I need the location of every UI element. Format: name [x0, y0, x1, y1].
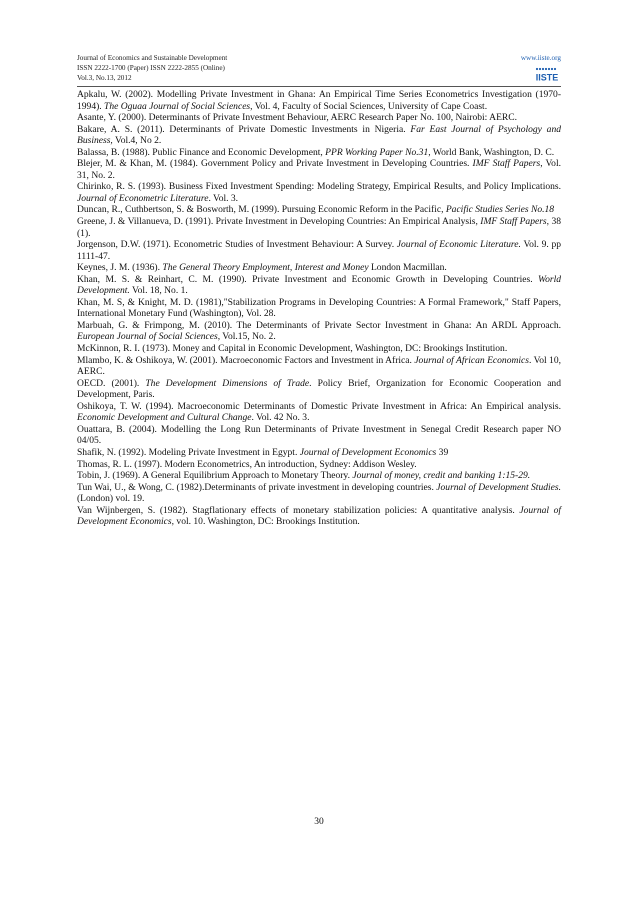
page-header: [77, 53, 561, 85]
reference-details: . Policy Brief, Organization for Economic Cooperation and Development, Paris.: [77, 377, 561, 401]
reference-details: Vol. 9. pp 1111-47.: [77, 239, 561, 262]
reference-entry: [77, 482, 561, 505]
reference-source: Journal of Econometric Literature: [77, 192, 209, 204]
reference-text: Chirinko, R. S. (1993). Business Fixed Investment Spending: Modeling Strategy, Empirical Results, and Policy Implications.: [77, 181, 561, 193]
reference-details: Vol.4, No 2.: [112, 135, 162, 147]
journal-volume: Vol.3, No.13, 2012: [77, 74, 132, 82]
reference-text: Jorgenson, D.W. (1971). Econometric Studies of Investment Behaviour: A Survey.: [77, 239, 397, 251]
reference-text: OECD. (2001).: [77, 377, 146, 389]
reference-text: Apkalu, W. (2002). Modelling Private Investment in Ghana: An Empirical Time Series Econometrics Investigation (1970-1994).: [77, 89, 561, 112]
reference-entry: [77, 378, 561, 401]
reference-entry: [77, 112, 561, 124]
iiste-logo: [534, 66, 560, 83]
reference-entry: [77, 470, 561, 482]
reference-text: Tun Wai, U., & Wong, C. (1982).Determinants of private investment in developing countries.: [77, 481, 437, 493]
reference-text: Marbuah, G. & Frimpong, M. (2010). The Determinants of Private Sector Investment in Ghana: An ARDL Approach.: [77, 319, 561, 331]
reference-text: McKinnon, R. I. (1973). Money and Capital in Economic Development, Washington, DC: Brookings Institution.: [77, 343, 508, 355]
reference-text: Ouattara, B. (2004). Modelling the Long Run Determinants of Private Investment in Senegal Credit Research paper NO 04/05.: [77, 423, 561, 447]
reference-details: . Vol. 42 No. 3.: [251, 412, 310, 424]
reference-details: . Vol. 3.: [208, 192, 239, 204]
reference-entry: [77, 355, 561, 378]
reference-source: Journal of money, credit and banking 1:15-29.: [352, 470, 531, 482]
reference-entry: [77, 424, 561, 447]
reference-source: Economic Development and Cultural Change: [77, 412, 252, 424]
reference-entry: [77, 239, 561, 262]
reference-source: IMF Staff Papers: [472, 158, 541, 170]
reference-source: The Oguaa Journal of Social Sciences: [104, 100, 251, 112]
reference-text: Van Wijnbergen, S. (1982). Stagflationary effects of monetary stabilization policies: A quantitative analysis.: [77, 504, 520, 516]
journal-url-link[interactable]: www.iiste.org: [520, 54, 561, 62]
reference-source: European Journal of Social Sciences: [77, 331, 218, 343]
reference-entry: [77, 89, 561, 112]
reference-text: Khan, M. S. & Reinhart, C. M. (1990). Private Investment and Economic Growth in Developing Countries.: [77, 273, 538, 285]
reference-entry: [77, 401, 561, 424]
reference-source: IMF Staff Papers: [480, 216, 547, 228]
reference-source: Far East Journal of Psychology and Business,: [77, 123, 561, 147]
reference-source: Journal of Development Economics: [299, 446, 437, 458]
journal-info: [77, 53, 227, 83]
reference-source: The Development Dimensions of Trade: [145, 377, 310, 389]
reference-details: 39: [436, 446, 449, 458]
reference-text: Blejer, M. & Khan, M. (1984). Government Policy and Private Investment in Developing Countries.: [77, 158, 473, 170]
reference-text: Khan, M. S, & Knight, M. D. (1981),"Stabilization Programs in Developing Countries: A Formal Framework," Staff Papers, International Monetary Fund (Washington), Vol. 28.: [77, 296, 561, 320]
reference-details: Vol. 18, No. 1.: [129, 285, 188, 297]
reference-details: London Macmillan.: [368, 262, 447, 274]
reference-entry: [77, 204, 561, 216]
reference-source: Journal of Development Studies.: [436, 481, 561, 493]
reference-source: Pacific Studies Series No.18: [445, 204, 555, 216]
header-divider: [77, 86, 561, 87]
reference-details: . Vol 10, AERC.: [77, 354, 561, 378]
reference-source: The General Theory Employment, Interest and Money: [162, 262, 369, 274]
reference-entry: [77, 459, 561, 471]
reference-details: , Vol. 4, Faculty of Social Sciences, University of Cape Coast.: [250, 100, 488, 112]
reference-entry: [77, 262, 561, 274]
reference-source: Journal of Economic Literature.: [396, 239, 521, 251]
reference-details: , World Bank, Washington, D. C.: [428, 146, 555, 158]
reference-details: (London) vol. 19.: [77, 493, 145, 505]
reference-entry: [77, 505, 561, 528]
reference-entry: [77, 147, 561, 159]
reference-entry: [77, 124, 561, 147]
reference-text: Thomas, R. L. (1997). Modern Econometrics, An introduction, Sydney: Addison Wesley.: [77, 458, 417, 470]
reference-entry: [77, 297, 561, 320]
reference-text: Oshikoya, T. W. (1994). Macroeconomic Determinants of Domestic Private Investment in Africa: An Empirical analysis.: [77, 400, 561, 412]
reference-entry: [77, 343, 561, 355]
reference-entry: [77, 320, 561, 343]
reference-details: , Vol. 31, No. 2.: [77, 158, 561, 181]
svg-text:IISTE: IISTE: [535, 72, 559, 83]
reference-text: Tobin, J. (1969). A General Equilibrium Approach to Monetary Theory.: [77, 470, 353, 482]
reference-entry: [77, 216, 561, 239]
reference-text: Bakare, A. S. (2011). Determinants of Private Domestic Investments in Nigeria.: [77, 123, 411, 135]
reference-entry: [77, 181, 561, 204]
reference-entry: [77, 158, 561, 181]
reference-entry: [77, 447, 561, 459]
reference-source: Journal of African Economics: [414, 354, 529, 366]
page-number: 30: [314, 817, 324, 827]
reference-text: Greene, J. & Villanueva, D. (1991). Private Investment in Developing Countries: An Empirical Analysis,: [77, 216, 481, 228]
reference-source: World Development.: [77, 273, 561, 297]
journal-title: Journal of Economics and Sustainable Development: [77, 54, 228, 62]
reference-text: Asante, Y. (2000). Determinants of Private Investment Behaviour, AERC Research Paper No. 100, Nairobi: AERC.: [77, 112, 518, 124]
journal-issn: ISSN 2222-1700 (Paper) ISSN 2222-2855 (Online): [77, 64, 225, 72]
reference-source: Journal of Development Economics,: [77, 504, 561, 528]
reference-text: Mlambo, K. & Oshikoya, W. (2001). Macroeconomic Factors and Investment in Africa.: [77, 354, 415, 366]
reference-details: , 38 (1).: [77, 216, 561, 239]
reference-source: PPR Working Paper No.31: [325, 146, 429, 158]
reference-details: , Vol.15, No. 2.: [217, 331, 276, 343]
reference-entry: [77, 274, 561, 297]
reference-text: Balassa, B. (1988). Public Finance and Economic Development,: [77, 146, 326, 158]
reference-text: Shafik, N. (1992). Modeling Private Investment in Egypt.: [77, 446, 300, 458]
reference-text: Keynes, J. M. (1936).: [77, 262, 163, 274]
reference-list: [77, 89, 561, 528]
reference-details: vol. 10. Washington, DC: Brookings Institution.: [174, 516, 360, 528]
reference-text: Duncan, R., Cuthbertson, S. & Bosworth, M. (1999). Pursuing Economic Reform in the Pacific,: [77, 204, 446, 216]
